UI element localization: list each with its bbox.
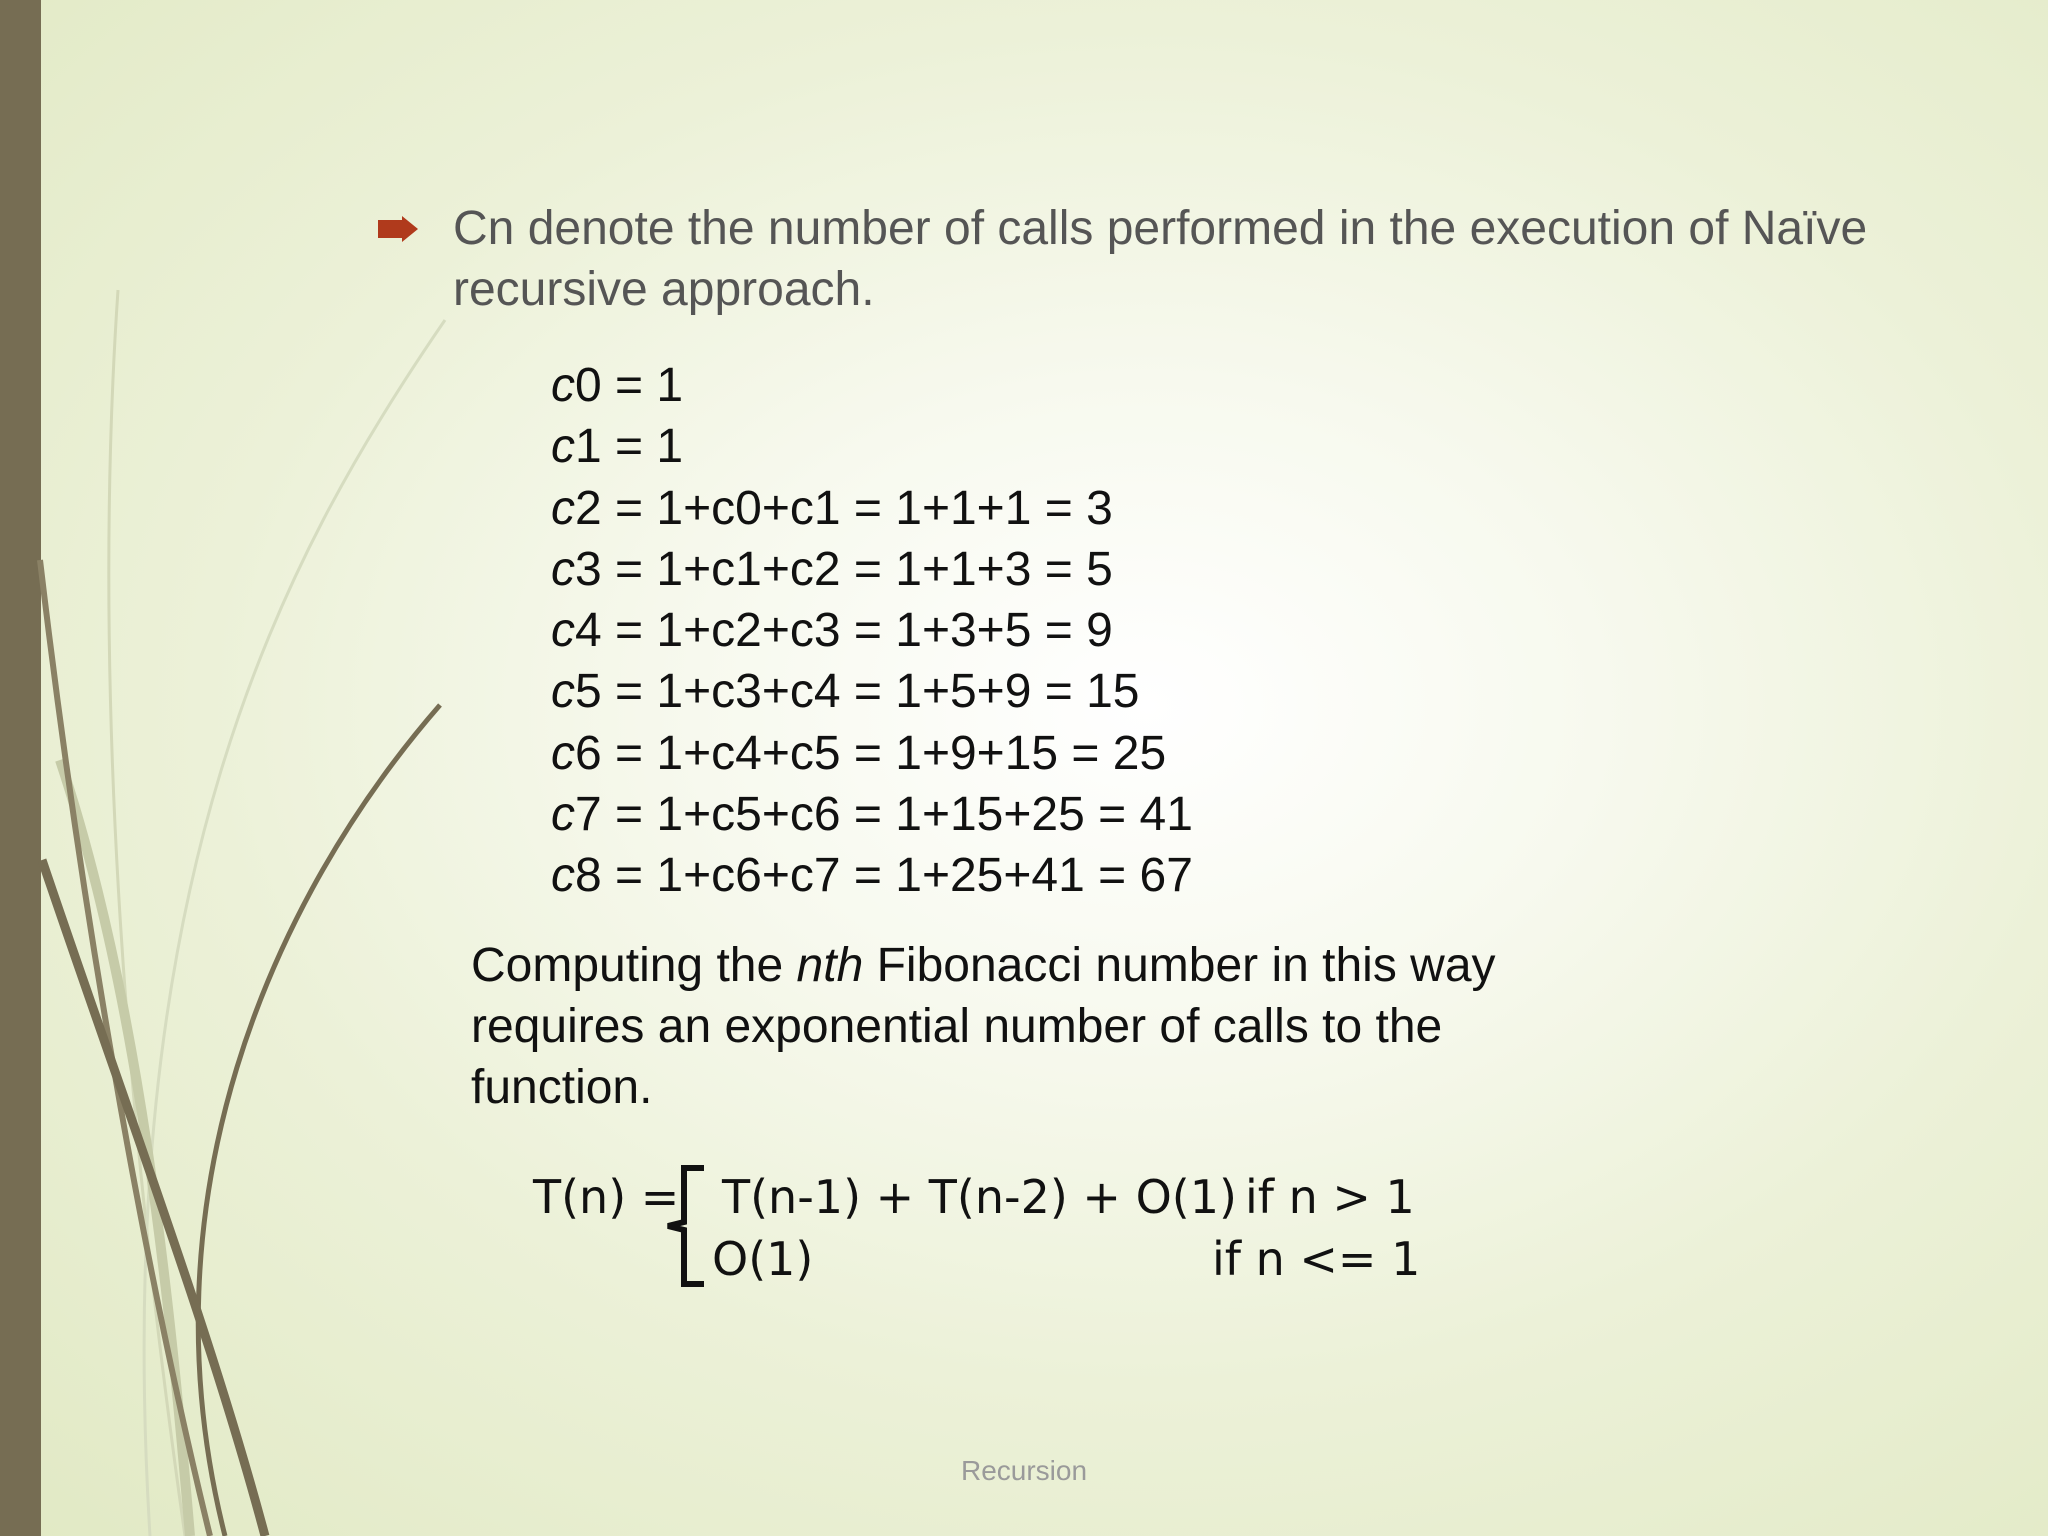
equation-line: c6 = 1+c4+c5 = 1+9+15 = 25	[551, 726, 1167, 780]
case1-condition: if n > 1	[1245, 1170, 1415, 1224]
equation-line: c4 = 1+c2+c3 = 1+3+5 = 9	[551, 604, 1113, 658]
equation-line: c3 = 1+c1+c2 = 1+1+3 = 5	[551, 542, 1113, 596]
bullet-text: Cn denote the number of calls performed in the execution of Naïve recursive approach.	[453, 202, 1868, 316]
call-count-equations	[551, 355, 1193, 907]
equation-line: c7 = 1+c5+c6 = 1+15+25 = 41	[551, 788, 1193, 842]
equation-line: c0 = 1	[551, 359, 684, 412]
emphasis-nth: nth	[796, 939, 864, 992]
case2-expression: O(1)	[712, 1232, 814, 1286]
equation-line: c2 = 1+c0+c1 = 1+1+1 = 3	[551, 481, 1113, 535]
slide-footer: Recursion	[960, 1455, 1088, 1486]
conclusion-text: Computing the nth Fibonacci number in this way requires an exponential number of calls to the function.	[471, 939, 1496, 1114]
equation-line: c1 = 1	[551, 420, 684, 474]
case2-condition: if n <= 1	[1212, 1232, 1421, 1286]
case1-expression: T(n-1) + T(n-2) + O(1)	[722, 1170, 1237, 1224]
recurrence-lhs: T(n) =	[533, 1170, 680, 1224]
curly-brace-icon	[662, 1164, 710, 1288]
bullet-arrow-icon	[378, 216, 418, 242]
equation-line: c8 = 1+c6+c7 = 1+25+41 = 67	[551, 849, 1193, 903]
equation-line: c5 = 1+c3+c4 = 1+5+9 = 15	[551, 665, 1140, 719]
